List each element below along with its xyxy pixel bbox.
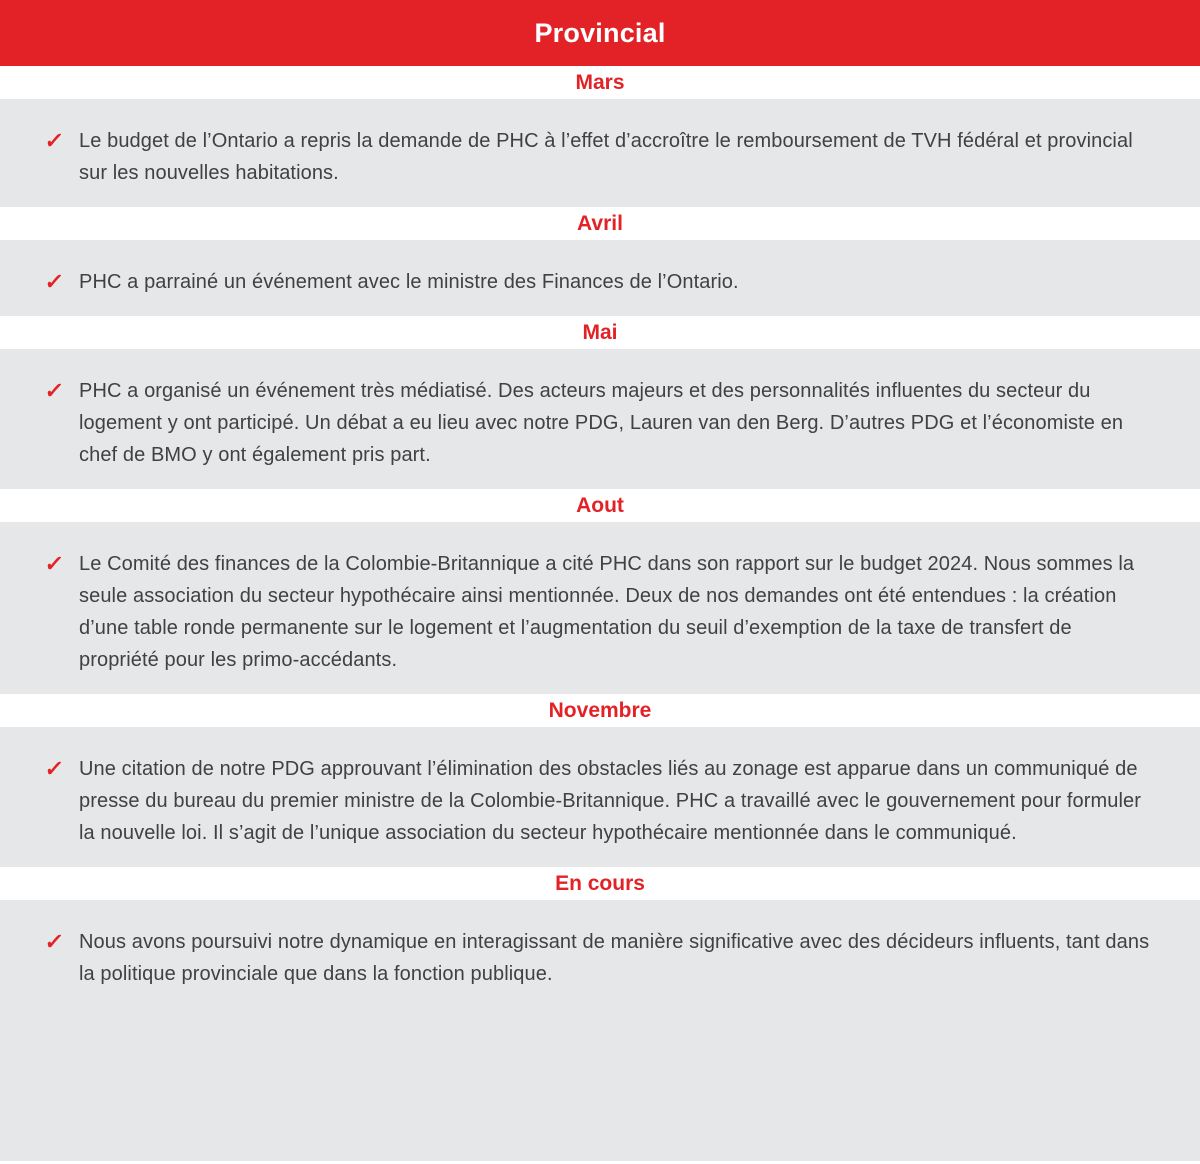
month-label: Mai xyxy=(582,320,618,344)
month-band xyxy=(0,694,1200,727)
month-label: Avril xyxy=(577,211,623,235)
month-section xyxy=(0,66,1200,207)
month-content xyxy=(0,240,1200,316)
checkmark-icon: ✓ xyxy=(43,929,66,954)
month-content xyxy=(0,349,1200,489)
checkmark-icon: ✓ xyxy=(43,269,66,294)
month-section xyxy=(0,316,1200,489)
list-item xyxy=(45,375,1152,471)
bullet-text: Une citation de notre PDG approuvant l’élimination des obstacles liés au zonage est apparue dans un communiqué de presse du bureau du premier ministre de la Colombie-Britannique. PHC a travaillé avec le gouvernement pour formuler la nouvelle loi. Il s’agit de l’unique association du secteur hypothécaire mentionnée dans le communiqué. xyxy=(79,758,1142,844)
timeline-sections xyxy=(0,66,1200,1161)
bullet-text: Nous avons poursuivi notre dynamique en interagissant de manière significative avec des décideurs influents, tant dans la politique provinciale que dans la fonction publique. xyxy=(79,931,1150,985)
list-item xyxy=(45,548,1152,676)
month-section xyxy=(0,867,1200,1161)
month-content xyxy=(0,99,1200,207)
month-content xyxy=(0,900,1200,1161)
month-band xyxy=(0,66,1200,99)
month-band xyxy=(0,316,1200,349)
month-band xyxy=(0,867,1200,900)
month-label: Aout xyxy=(576,493,624,517)
month-section xyxy=(0,489,1200,694)
month-label: En cours xyxy=(555,871,645,895)
bullet-text: Le Comité des finances de la Colombie-Britannique a cité PHC dans son rapport sur le budget 2024. Nous sommes la seule association du secteur hypothécaire ainsi mentionnée. Deux de nos demandes ont été entendues : la création d’une table ronde permanente sur le logement et l’augmentation du seuil d’exemption de la taxe de transfert de propriété pour les primo-accédants. xyxy=(79,553,1135,671)
checkmark-icon: ✓ xyxy=(43,756,66,781)
checkmark-icon: ✓ xyxy=(43,551,66,576)
month-content xyxy=(0,727,1200,867)
page-title: Provincial xyxy=(534,17,666,48)
month-band xyxy=(0,489,1200,522)
month-content xyxy=(0,522,1200,694)
month-label: Novembre xyxy=(548,698,652,722)
bullet-text: Le budget de l’Ontario a repris la demande de PHC à l’effet d’accroître le remboursement de TVH fédéral et provincial sur les nouvelles habitations. xyxy=(79,130,1133,184)
month-section xyxy=(0,207,1200,316)
month-label: Mars xyxy=(575,70,625,94)
page-header xyxy=(0,0,1200,66)
list-item xyxy=(45,926,1152,990)
list-item xyxy=(45,753,1152,849)
month-section xyxy=(0,694,1200,867)
checkmark-icon: ✓ xyxy=(43,128,66,153)
list-item xyxy=(45,125,1152,189)
bullet-text: PHC a parrainé un événement avec le ministre des Finances de l’Ontario. xyxy=(79,271,739,293)
bullet-text: PHC a organisé un événement très médiatisé. Des acteurs majeurs et des personnalités influentes du secteur du logement y ont participé. Un débat a eu lieu avec notre PDG, Lauren van den Berg. D’autres PDG et l’économiste en chef de BMO y ont également pris part. xyxy=(79,380,1124,466)
month-band xyxy=(0,207,1200,240)
list-item xyxy=(45,266,1152,298)
checkmark-icon: ✓ xyxy=(43,378,66,403)
